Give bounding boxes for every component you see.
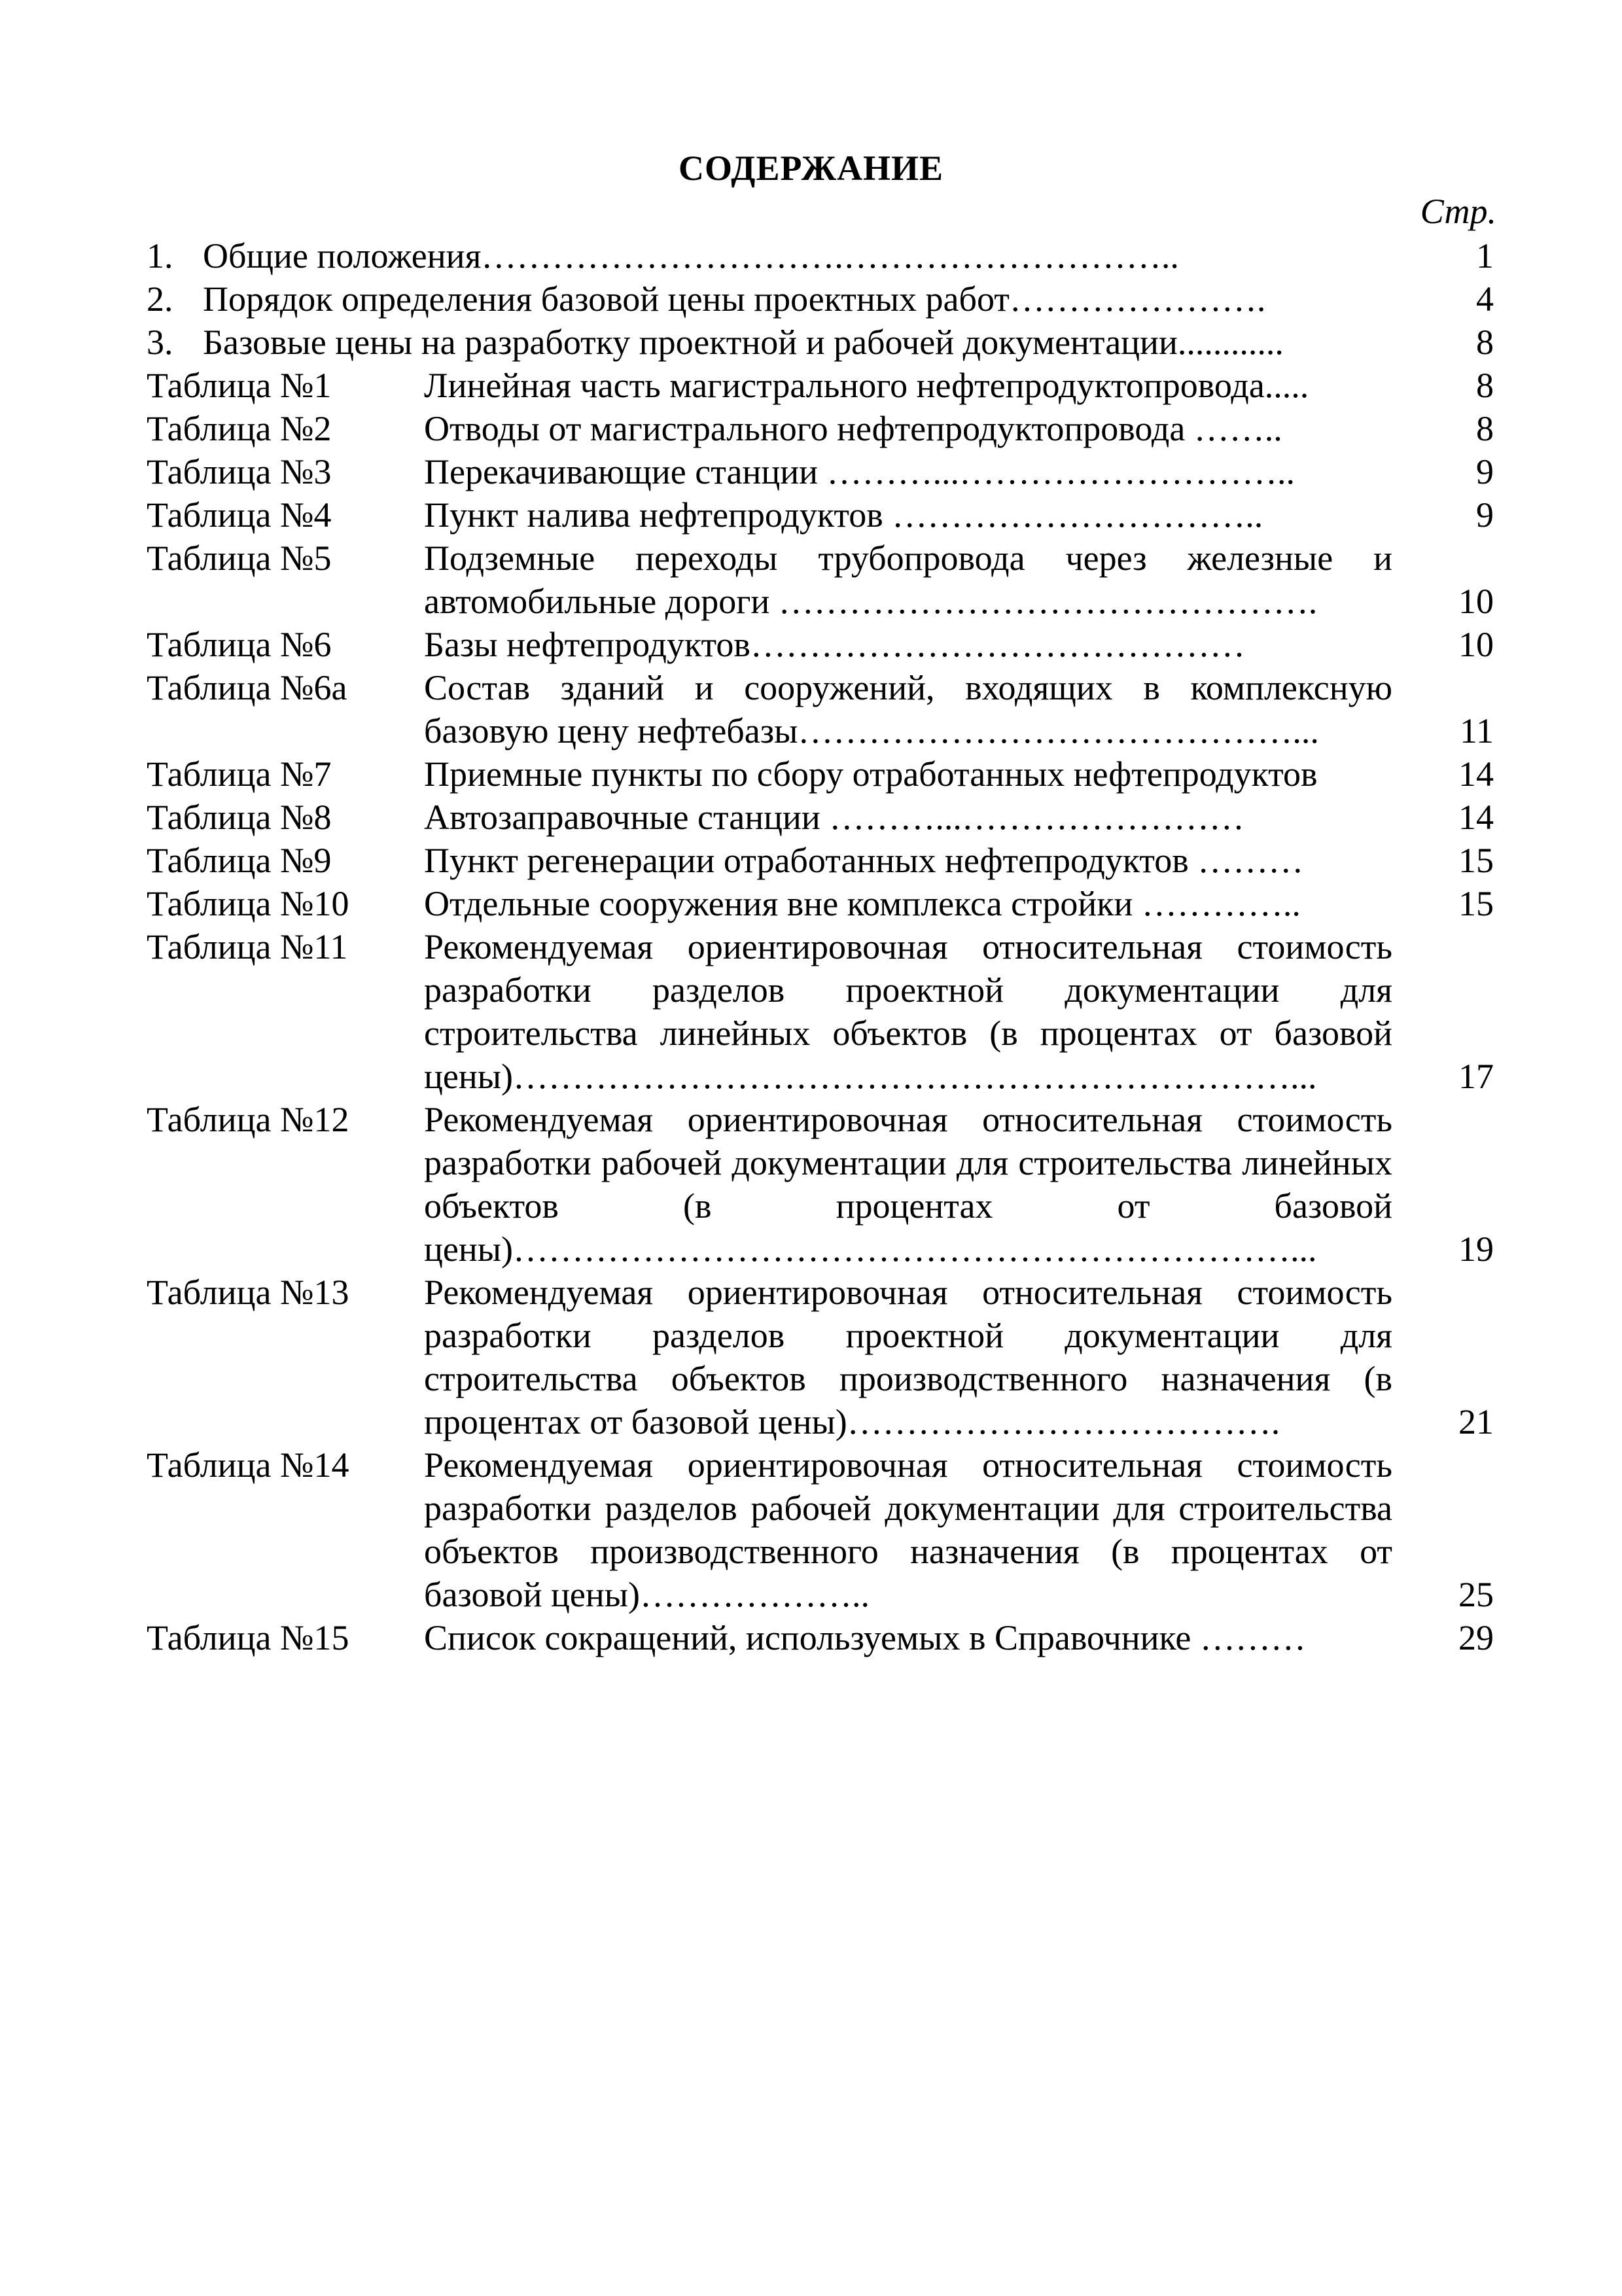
table-label: Таблица №6: [147, 625, 332, 664]
table-title: Перекачивающие станции ………...………………………..: [424, 452, 1296, 491]
toc-table-entry: [147, 752, 1496, 796]
toc-table-entry: [147, 537, 1496, 623]
toc-table-entry: [147, 925, 1496, 1098]
table-label: Таблица №12: [147, 1100, 349, 1139]
page-number: 11: [1460, 711, 1494, 751]
page-number: 8: [1476, 323, 1494, 362]
toc-table-entry: [147, 1098, 1496, 1271]
table-label: Таблица №11: [147, 927, 348, 966]
table-label: Таблица №5: [147, 539, 332, 578]
table-label: Таблица №10: [147, 884, 349, 923]
table-label: Таблица №8: [147, 798, 332, 837]
section-number: 1.: [147, 236, 173, 275]
page-number: 10: [1458, 625, 1494, 664]
table-title: Подземные переходы трубопровода через железные и автомобильные дороги ……………………………………….: [424, 539, 1392, 621]
table-title: Рекомендуемая ориентировочная относительная стоимость разработки разделов проектной документации для строительства линейных объектов (в процентах от базовой цены)…………………………………………………………...: [424, 927, 1392, 1096]
table-of-contents: [147, 234, 1496, 1659]
section-title: Базовые цены на разработку проектной и рабочей документации............: [203, 323, 1284, 362]
section-title: Общие положения………………………….………………………..: [203, 236, 1179, 275]
table-title: Рекомендуемая ориентировочная относительная стоимость разработки разделов проектной документации для строительства объектов производственного назначения (в процентах от базовой цены)……………………………….: [424, 1273, 1392, 1441]
section-title: Порядок определения базовой цены проектных работ………………….: [203, 279, 1266, 319]
toc-section-entry: [147, 321, 1496, 364]
table-title: Автозаправочные станции ………...……………………: [424, 798, 1244, 837]
page-number: 9: [1476, 452, 1494, 491]
toc-table-entry: [147, 839, 1496, 882]
table-label: Таблица №9: [147, 841, 332, 880]
page-number: 15: [1458, 841, 1494, 880]
table-label: Таблица №7: [147, 754, 332, 794]
page-number: 25: [1458, 1575, 1494, 1614]
toc-table-entry: [147, 882, 1496, 925]
section-number: 2.: [147, 279, 173, 319]
page-number: 15: [1458, 884, 1494, 923]
table-title: Отдельные сооружения вне комплекса стройки …………..: [424, 884, 1301, 923]
page-title: СОДЕРЖАНИЕ: [679, 149, 943, 188]
table-title: Отводы от магистрального нефтепродуктопровода ……..: [424, 409, 1282, 448]
page-number: 9: [1476, 495, 1494, 535]
table-title: Список сокращений, используемых в Справочнике ………: [424, 1618, 1306, 1657]
toc-table-entry: [147, 623, 1496, 666]
page-number: 4: [1476, 279, 1494, 319]
table-label: Таблица №6а: [147, 668, 347, 707]
page-number: 21: [1458, 1402, 1494, 1441]
toc-section-entry: [147, 234, 1496, 277]
table-label: Таблица №3: [147, 452, 332, 491]
table-label: Таблица №1: [147, 366, 332, 405]
page-number: 10: [1458, 582, 1494, 621]
toc-table-entry: [147, 666, 1496, 752]
page-number: 8: [1476, 366, 1494, 405]
table-label: Таблица №14: [147, 1445, 349, 1485]
page-number: 14: [1458, 798, 1494, 837]
page-number: 8: [1476, 409, 1494, 448]
page-number: 1: [1476, 236, 1494, 275]
toc-table-entry: [147, 796, 1496, 839]
table-label: Таблица №15: [147, 1618, 349, 1657]
toc-table-entry: [147, 364, 1496, 407]
page-number: 17: [1458, 1057, 1494, 1096]
page-number: 29: [1458, 1618, 1494, 1657]
table-title: Приемные пункты по сбору отработанных нефтепродуктов: [424, 754, 1318, 794]
toc-table-entry: [147, 407, 1496, 450]
table-title: Рекомендуемая ориентировочная относительная стоимость разработки разделов рабочей документации для строительства объектов производственного назначения (в процентах от базовой цены)………………..: [424, 1445, 1392, 1614]
page-number: 14: [1458, 754, 1494, 794]
table-title: Базы нефтепродуктов……………………………………: [424, 625, 1245, 664]
section-number: 3.: [147, 323, 173, 362]
table-label: Таблица №2: [147, 409, 332, 448]
toc-table-entry: [147, 450, 1496, 493]
table-label: Таблица №13: [147, 1273, 349, 1312]
page-column-header: Стр.: [1420, 192, 1496, 231]
page-number: 19: [1458, 1229, 1494, 1269]
toc-table-entry: [147, 1443, 1496, 1616]
toc-section-entry: [147, 277, 1496, 321]
toc-table-entry: [147, 1616, 1496, 1659]
table-label: Таблица №4: [147, 495, 332, 535]
table-title: Рекомендуемая ориентировочная относительная стоимость разработки рабочей документации для строительства линейных объектов (в процентах от базовой цены)…………………………………………………………...: [424, 1100, 1392, 1269]
table-title: Состав зданий и сооружений, входящих в комплексную базовую цену нефтебазы……………………………………...: [424, 668, 1392, 751]
toc-table-entry: [147, 1271, 1496, 1443]
table-title: Пункт налива нефтепродуктов …………………………..: [424, 495, 1263, 535]
toc-table-entry: [147, 493, 1496, 537]
table-title: Пункт регенерации отработанных нефтепродуктов ………: [424, 841, 1304, 880]
table-title: Линейная часть магистрального нефтепродуктопровода.....: [424, 366, 1309, 405]
